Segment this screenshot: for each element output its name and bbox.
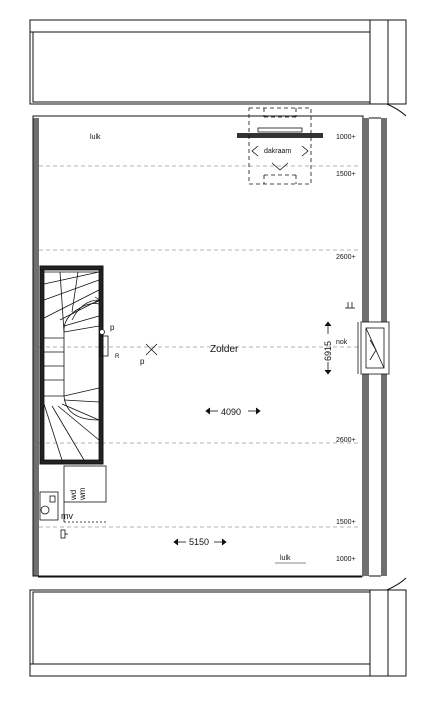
- dakraam-label: dakraam: [264, 148, 292, 155]
- wm-label: wm: [78, 487, 87, 500]
- dimension-length-label: 5150: [189, 537, 210, 547]
- mv-unit: [40, 492, 58, 520]
- dakraam-roof-window: [237, 108, 323, 184]
- left-wall: [33, 118, 39, 576]
- height-label-1500-top: 1500+: [336, 171, 356, 178]
- staircase: [40, 266, 108, 464]
- side-window: [358, 322, 389, 374]
- height-label-1000-bottom: 1000+: [336, 556, 356, 563]
- nok-label: nok: [336, 339, 348, 346]
- lulk-label-bottom: lulk: [280, 555, 291, 562]
- vent-symbol: [345, 302, 355, 308]
- top-roof-section: [30, 20, 406, 116]
- height-lines: [39, 166, 360, 527]
- dimension-depth-label: 6915: [323, 340, 333, 361]
- mv-label: mv: [61, 511, 73, 521]
- point-marker: [146, 344, 157, 355]
- wd-label: wd: [69, 489, 78, 500]
- height-label-2600-bottom: 2600+: [336, 437, 356, 444]
- stair-label-r: R: [115, 354, 120, 360]
- height-labels: [336, 134, 356, 563]
- small-fixture: [61, 530, 68, 538]
- height-label-2600-top: 2600+: [336, 254, 356, 261]
- bottom-roof-section: [30, 577, 406, 676]
- height-label-1500-bottom: 1500+: [336, 519, 356, 526]
- point-label-p: p: [140, 357, 145, 366]
- lulk-label-top: lulk: [90, 134, 101, 141]
- dimension-width-label: 4090: [221, 407, 242, 417]
- room-name: Zolder: [210, 344, 239, 355]
- height-label-1000-top: 1000+: [336, 134, 356, 141]
- stair-label-p: p: [110, 323, 115, 332]
